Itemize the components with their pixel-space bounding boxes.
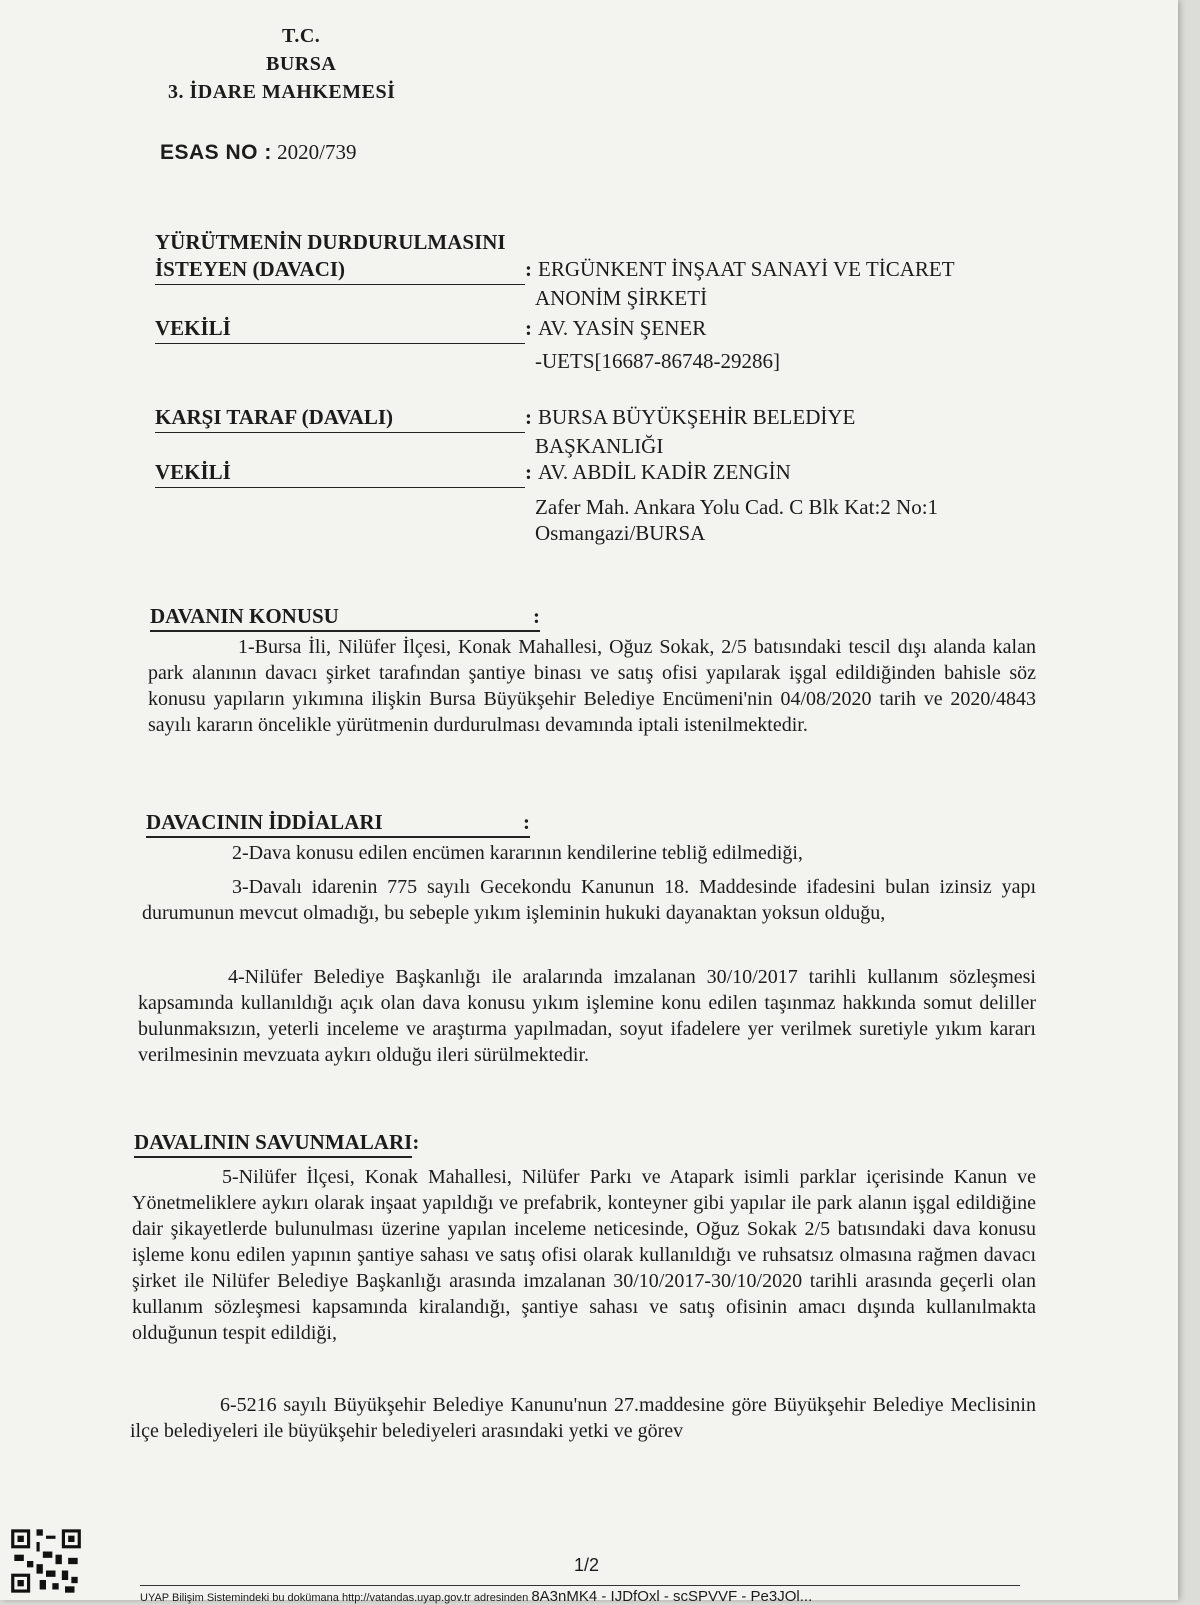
defendant-label: KARŞI TARAF (DAVALI) <box>155 404 525 433</box>
defendant-lawyer-label: VEKİLİ <box>155 459 525 488</box>
defendant-value-cont: BAŞKANLIĞI <box>535 434 664 458</box>
plaintiff-lawyer-value: AV. YASİN ŞENER <box>538 316 707 340</box>
qr-code-icon <box>8 1525 84 1597</box>
claims-paragraph-2: 2-Dava konusu edilen encümen kararının kendilerine tebliğ edilmediği, <box>232 842 803 864</box>
subject-heading: DAVANIN KONUSU : <box>150 604 540 632</box>
case-number <box>160 140 356 165</box>
defendant-value: BURSA BÜYÜKŞEHİR BELEDİYE <box>538 405 856 429</box>
court-header <box>168 22 395 106</box>
defense-paragraph-5: 5-Nilüfer İlçesi, Konak Mahallesi, Nilüfer Parkı ve Atapark isimli parklar içerisinde Kanun ve Yönetmeliklere aykırı olarak inşaat yapıldığı ve prefabrik, konteyner gibi yapılar ile park alanın işgal edildiğine dair şikayetlerde bulunulması üzerine yapılan inceleme neticesinde, Oğuz Sokak 2/5 batısındaki dava konusu işleme konu edilen yapının şantiye sahası ve satış ofisi olarak kullanıldığı ve ruhsatsız olmasına rağmen davacı şirket ile Nilüfer Belediye Başkanlığı arasında imzalanan 30/10/2017-30/10/2020 tarihli arasında geçerli olan kullanım sözleşmesi kapsamında kiralandığı, şantiye sahası ve satış ofisinin amacı dışında kullanılmakta olduğunun tespit edildiği, <box>132 1166 1036 1344</box>
footer-doc-code: 8A3nMK4 - IJDfOxl - scSPVVF - Pe3JOl... <box>531 1588 813 1605</box>
claims-paragraph-3: 3-Davalı idarenin 775 sayılı Gecekondu Kanunun 18. Maddesinde ifadesini bulan izinsiz yapı durumunun mevcut olmadığı, bu sebeple yıkım işleminin hukuki dayanaktan yoksun olduğu, <box>142 876 1036 924</box>
footer-uyap <box>140 1588 812 1605</box>
defendant-lawyer-city: Osmangazi/BURSA <box>535 521 706 545</box>
parties-block: YÜRÜTMENİN DURDURULMASINI İSTEYEN (DAVACI) : ERGÜNKENT İNŞAAT SANAYİ VE TİCARET ANONİM ŞİRKETİ VEKİLİ : AV. YASİN ŞENER -UETS[16687-86748-29286] KARŞI TARAF (DAVALI) : BURSA BÜYÜKŞEHİR BELEDİYE BAŞKANLIĞI VEKİLİ : AV. ABDİL KADİR ZENGİN Zafer Mah. Ankara Yolu Cad. C Blk Kat:2 No:1 Osmangazi/BURSA <box>155 228 1035 546</box>
defense-paragraph-6: 6-5216 sayılı Büyükşehir Belediye Kanunu'nun 27.maddesine göre Büyükşehir Belediye Meclisinin ilçe belediyeleri ile büyükşehir belediyeleri arasındaki yetki ve görev <box>130 1394 1036 1442</box>
plaintiff-value: ERGÜNKENT İNŞAAT SANAYİ VE TİCARET <box>538 257 955 281</box>
subject-paragraph-1: 1-Bursa İli, Nilüfer İlçesi, Konak Mahallesi, Oğuz Sokak, 2/5 batısındaki tescil dışı alanda kalan park alanının davacı şirket tarafından şantiye binası ve satış ofisi yapılarak işgal edildiğinden bahisle söz konusu yapıların yıkımına ilişkin Bursa Büyükşehir Belediye Encümeni'nin 04/08/2020 tarih ve 2020/4843 sayılı kararın öncelikle yürütmenin durdurulması devamında iptali istenilmektedir. <box>148 636 1036 736</box>
header-tc: T.C. <box>282 25 321 47</box>
footer-divider <box>140 1585 1020 1586</box>
defense-heading: DAVALININ SAVUNMALARI: <box>134 1130 419 1158</box>
claims-paragraph-4: 4-Nilüfer Belediye Başkanlığı ile aralarında imzalanan 30/10/2017 tarihli kullanım sözleşmesi kapsamında kullanıldığı açık olan dava konusu yıkım işlemine konu edilen taşınmaz hakkında somut deliller bulunmaksızın, yeterli inceleme ve araştırma yapılmadan, soyut ifadelere yer verilmek suretiyle yıkım kararı verilmesinin mevzuata aykırı olduğu ileri sürülmektedir. <box>138 966 1036 1066</box>
claims-heading: DAVACININ İDDİALARI : <box>146 810 530 838</box>
plaintiff-lawyer-uets: -UETS[16687-86748-29286] <box>535 349 780 373</box>
plaintiff-value-cont: ANONİM ŞİRKETİ <box>535 286 708 310</box>
footer-uyap-text: UYAP Bilişim Sistemindeki bu dokümana http://vatandas.uyap.gov.tr adresinden <box>140 1592 529 1604</box>
header-court: 3. İDARE MAHKEMESİ <box>168 81 396 103</box>
defendant-lawyer-address: Zafer Mah. Ankara Yolu Cad. C Blk Kat:2 No:1 <box>535 495 939 519</box>
case-number-label: ESAS NO : <box>160 141 272 164</box>
plaintiff-label: İSTEYEN (DAVACI) <box>155 256 525 285</box>
page-number: 1/2 <box>574 1555 600 1575</box>
header-city: BURSA <box>266 53 337 75</box>
defendant-lawyer-value: AV. ABDİL KADİR ZENGİN <box>538 460 791 484</box>
plaintiff-lawyer-label: VEKİLİ <box>155 315 525 344</box>
parties-title: YÜRÜTMENİN DURDURULMASINI <box>155 230 506 254</box>
case-number-value: 2020/739 <box>277 140 357 164</box>
